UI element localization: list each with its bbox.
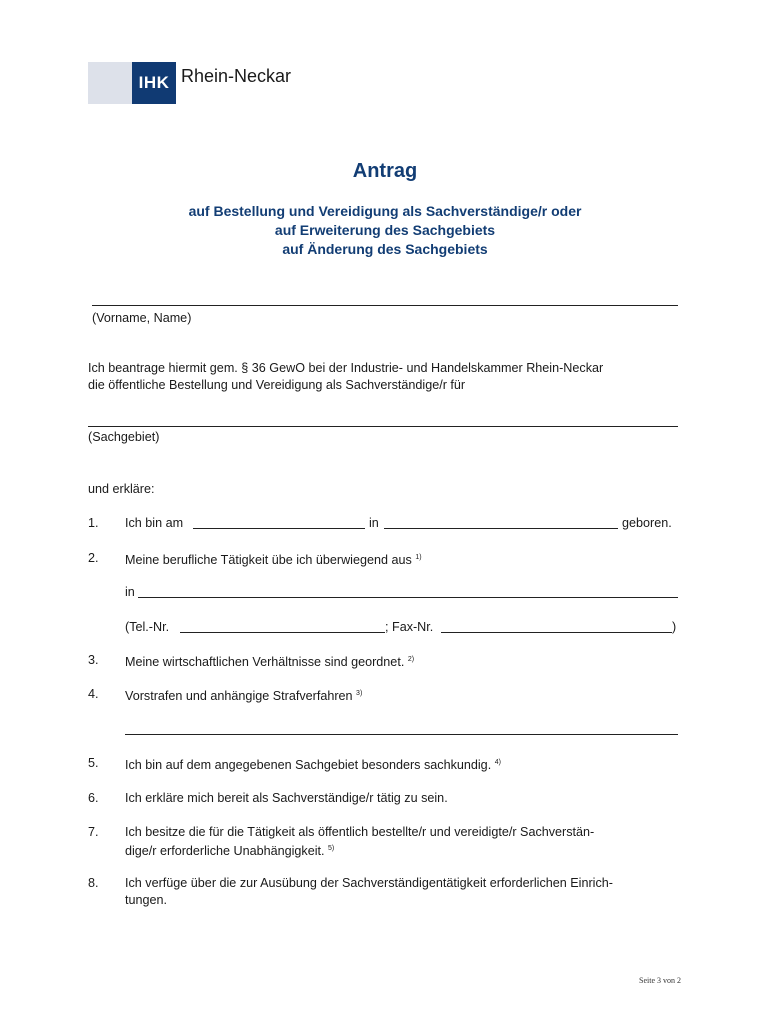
subtitle-line-3: auf Änderung des Sachgebiets xyxy=(282,241,488,257)
name-field-line[interactable] xyxy=(92,305,678,306)
item-number-6: 6. xyxy=(88,791,99,805)
convictions-line[interactable] xyxy=(125,734,678,735)
item-8-line-1: Ich verfüge über die zur Ausübung der Sachverständigentätigkeit erforderlichen Einrich- xyxy=(125,876,613,890)
fax-line[interactable] xyxy=(441,632,672,633)
intro-line-2: die öffentliche Bestellung und Vereidigung als Sachverständige/r für xyxy=(88,378,466,392)
item-7-line-2: dige/r erforderliche Unabhängigkeit. $^{5)}$ xyxy=(125,844,335,859)
tel-close: ) xyxy=(672,620,677,634)
tel-line[interactable] xyxy=(180,632,385,633)
item-7-line-1: Ich besitze die für die Tätigkeit als öffentlich bestellte/r und vereidigte/r Sachverstän- xyxy=(125,825,595,839)
footnote-ref: 1) xyxy=(415,554,422,561)
tel-label: (Tel.-Nr. xyxy=(125,620,170,634)
item-number-8: 8. xyxy=(88,876,99,890)
intro-line-1: Ich beantrage hiermit gem. § 36 GewO bei der Industrie- und Handelskammer Rhein-Neckar xyxy=(88,361,604,375)
logo-name: Rhein-Neckar xyxy=(181,66,292,86)
item-5-text: Ich bin auf dem angegebenen Sachgebiet besonders sachkundig. $^{4)}$ xyxy=(125,758,501,773)
item-1-text-c: geboren. xyxy=(622,516,672,530)
footnote-ref: 5) xyxy=(328,845,335,852)
field-label: (Sachgebiet) xyxy=(88,430,160,444)
subtitle-line-1: auf Bestellung und Vereidigung als Sachverständige/r oder xyxy=(188,203,582,219)
item-number-4: 4. xyxy=(88,687,99,701)
fax-label: ; Fax-Nr. xyxy=(385,620,434,634)
item-number-1: 1. xyxy=(88,516,99,530)
item-1-text-a: Ich bin am xyxy=(125,516,184,530)
subtitle-line-2: auf Erweiterung des Sachgebiets xyxy=(274,222,496,238)
ihk-logo: IHK xyxy=(132,62,176,104)
item-2-text: Meine berufliche Tätigkeit übe ich überwiegend aus $^{1)}$ xyxy=(125,553,422,568)
item-number-2: 2. xyxy=(88,551,99,565)
footnote-ref: 3) xyxy=(356,690,363,697)
item-4-text: Vorstrafen und anhängige Strafverfahren $^{3)}$ xyxy=(125,689,363,704)
declare-text: und erkläre: xyxy=(88,482,155,496)
workplace-line[interactable] xyxy=(138,597,678,598)
footnote-ref: 2) xyxy=(407,656,415,663)
birthplace-line[interactable] xyxy=(384,528,618,529)
footnote-ref: 4) xyxy=(494,759,501,766)
item-6-text: Ich erkläre mich bereit als Sachverständige/r tätig zu sein. xyxy=(125,791,448,805)
item-2-in-label: in xyxy=(125,585,135,599)
name-label: (Vorname, Name) xyxy=(92,311,192,325)
birthdate-line[interactable] xyxy=(193,528,365,529)
field-line[interactable] xyxy=(88,426,678,427)
page-number: Seite 3 von 2 xyxy=(639,976,681,985)
item-3-text: Meine wirtschaftlichen Verhältnisse sind geordnet. $^{2)}$ xyxy=(125,655,415,670)
item-number-7: 7. xyxy=(88,825,99,839)
item-8-line-2: tungen. xyxy=(125,893,168,907)
page-title: Antrag xyxy=(352,160,418,182)
item-number-3: 3. xyxy=(88,653,99,667)
item-number-5: 5. xyxy=(88,756,99,770)
item-1-text-b: in xyxy=(369,516,379,530)
